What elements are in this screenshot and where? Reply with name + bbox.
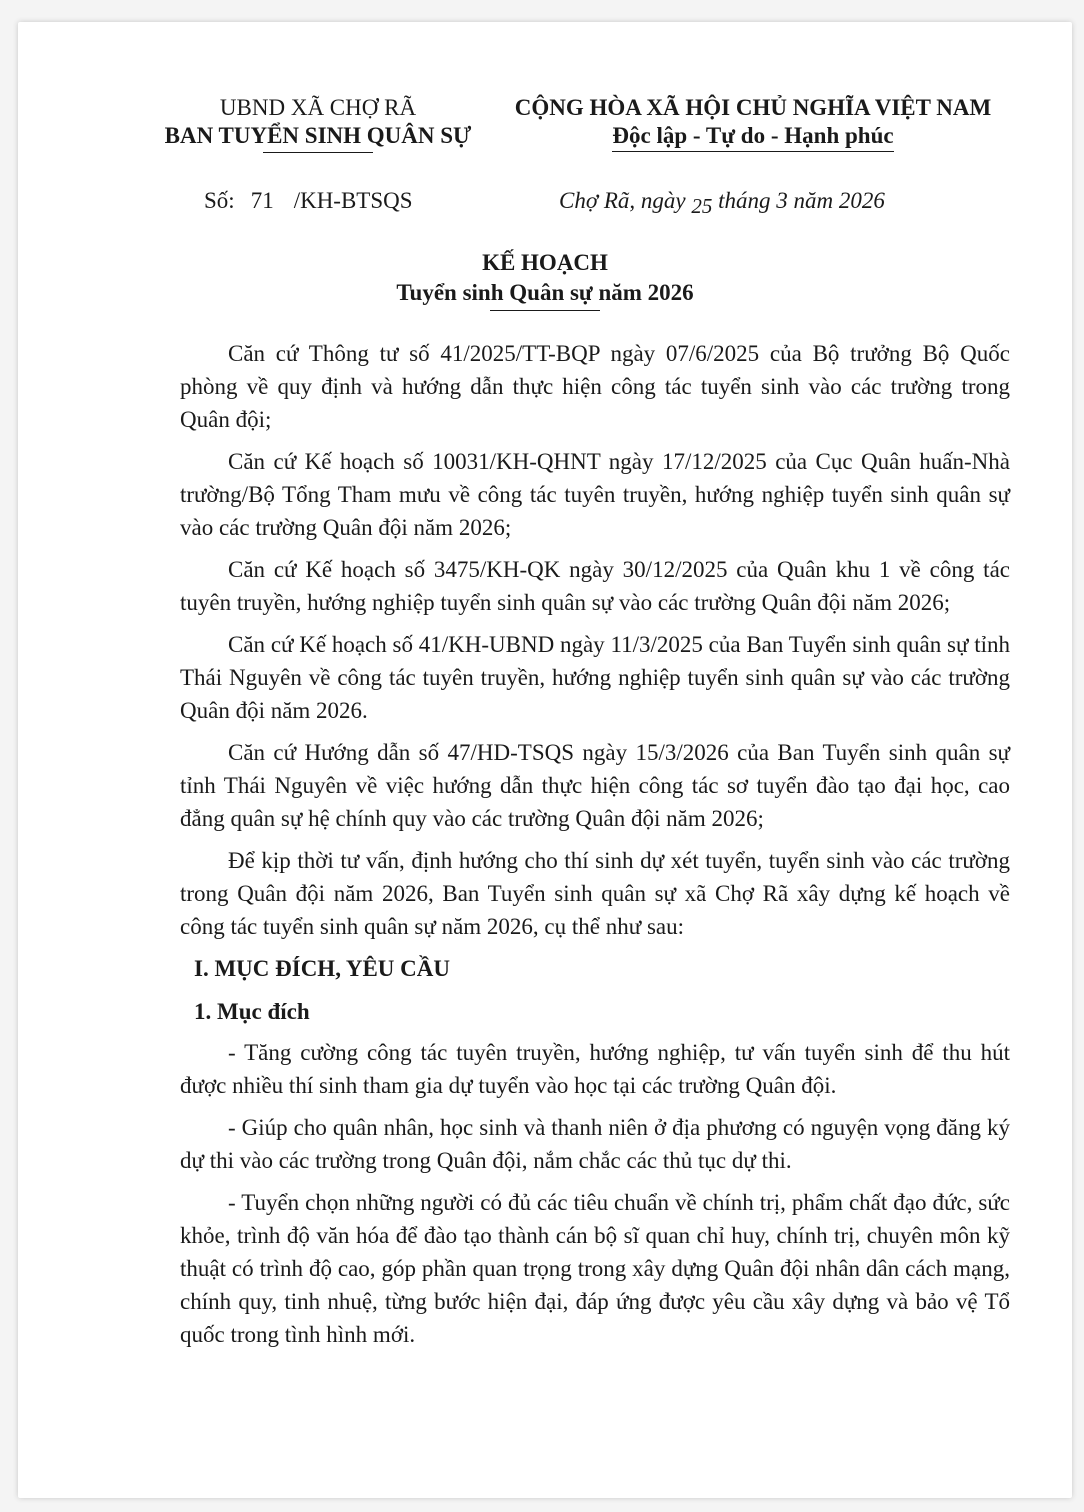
purpose-item-3: - Tuyển chọn những người có đủ các tiêu chuẩn về chính trị, phẩm chất đạo đức, sức khỏe, trình độ văn hóa để đào tạo thành cán bộ sĩ quan chỉ huy, chính trị, chuyên môn kỹ thuật có trình độ cao, góp phần quan trọng trong xây dựng Quân đội nhân dân cách mạng, chính quy, tinh nhuệ, từng bước hiện đại, đáp ứng được yêu cầu xây dựng và bảo vệ Tổ quốc trong tình hình mới. [180,1190,1010,1347]
national-motto: Độc lập - Tự do - Hạnh phúc [612,122,893,152]
section-heading: I. MỤC ĐÍCH, YÊU CẦU [194,956,450,981]
header-left-underline [263,152,373,153]
document-title [18,248,1072,311]
document-number-value: 71 [250,188,274,213]
national-title: CỘNG HÒA XÃ HỘI CHỦ NGHĨA VIỆT NAM [514,95,992,120]
date-prefix: Chợ Rã, ngày [559,188,686,213]
header-right [488,94,1018,152]
basis-paragraph-4: Căn cứ Kế hoạch số 41/KH-UBND ngày 11/3/2025 của Ban Tuyển sinh quân sự tỉnh Thái Nguyên về công tác tuyên truyền, hướng nghiệp tuyển sinh quân sự vào các trường Quân đội năm 2026. [180,632,1010,723]
document-title-sub: Tuyển sinh Quân sự năm 2026 [396,280,694,305]
purpose-item-1: - Tăng cường công tác tuyên truyền, hướng nghiệp, tư vấn tuyển sinh để thu hút được nhiều thí sinh tham gia dự tuyển vào học tại các trường Quân đội. [180,1040,1010,1098]
date-suffix: tháng 3 năm 2026 [718,188,885,213]
document-body [180,337,1010,1360]
document-title-main: KẾ HOẠCH [482,250,608,275]
purpose-item-2: - Giúp cho quân nhân, học sinh và thanh niên ở địa phương có nguyện vọng đăng ký dự thi vào các trường trong Quân đội, nắm chắc các thủ tục dự thi. [180,1115,1010,1173]
basis-paragraph-2: Căn cứ Kế hoạch số 10031/KH-QHNT ngày 17/12/2025 của Cục Quân huấn-Nhà trường/Bộ Tổng Tham mưu về công tác tuyên truyền, hướng nghiệp tuyển sinh quân sự vào các trường Quân đội năm 2026; [180,449,1010,540]
subsection-heading: 1. Mục đích [194,999,310,1024]
date-day: 25 [691,194,713,218]
place-and-date [559,188,885,218]
document-number [204,188,413,214]
header-left [148,94,488,153]
title-underline [490,310,600,311]
basis-paragraph-5: Căn cứ Hướng dẫn số 47/HD-TSQS ngày 15/3/2026 của Ban Tuyển sinh quân sự tỉnh Thái Nguyên về việc hướng dẫn thực hiện công tác sơ tuyển đào tạo đại học, cao đẳng quân sự hệ chính quy vào các trường Quân đội năm 2026; [180,740,1010,831]
document-page [18,22,1072,1498]
intro-paragraph: Để kịp thời tư vấn, định hướng cho thí sinh dự xét tuyển, tuyển sinh vào các trường trong Quân đội năm 2026, Ban Tuyển sinh quân sự xã Chợ Rã xây dựng kế hoạch về công tác tuyển sinh quân sự năm 2026, cụ thể như sau: [180,848,1010,939]
issuing-unit: BAN TUYỂN SINH QUÂN SỰ [164,123,472,148]
issuing-organization: UBND XÃ CHỢ RÃ [219,95,417,120]
document-number-suffix: /KH-BTSQS [293,188,413,213]
basis-paragraph-3: Căn cứ Kế hoạch số 3475/KH-QK ngày 30/12/2025 của Quân khu 1 về công tác tuyên truyền, hướng nghiệp tuyển sinh quân sự vào các trường Quân đội năm 2026; [180,557,1010,615]
document-number-label: Số: [204,188,235,213]
basis-paragraph-1: Căn cứ Thông tư số 41/2025/TT-BQP ngày 07/6/2025 của Bộ trưởng Bộ Quốc phòng về quy định và hướng dẫn thực hiện công tác tuyển sinh vào các trường trong Quân đội; [180,341,1010,432]
